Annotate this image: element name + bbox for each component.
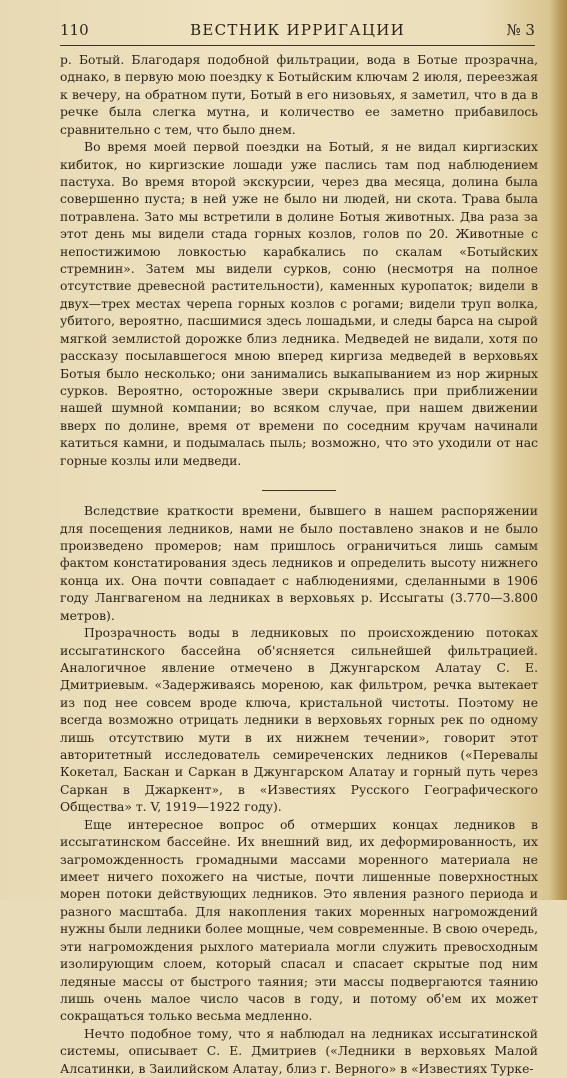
paragraph: р. Ботый. Благодаря подобной фильтрации, вода в Ботые прозрачна, однако, в первую мою поездку к Ботыйским ключам 2 июля, переезжая к вечеру, на обратном пути, Ботый в его низовьях, я заметил, что в да в речке была слегка мутна, и количество ее заметно прибавилось сравнительно с тем, что было днем. [60,53,538,137]
section-divider [262,490,336,491]
paragraph: Еще интересное вопрос об отмерших концах ледников в иссыгатинском бассейне. Их внешний вид, их деформированность, их загроможденность громадными массами моренного материала не имеет ничего похожего на чистые, почти лишенные поверхностных морен потоки действующих ледников. Это явления разного периода и разного масштаба. Для накопления таких моренных нагромождений нужны были ледники более мощные, чем современные. В свою очередь, эти нагромождения рыхлого материала могли служить превосходным изолирующим слоем, который спасал и спасает скрытые под ним ледяные массы от быстрого таяния; эти массы подвергаются таянию лишь очень малое число часов в году, и потому об'ем их может сокращаться только весьма медленно. [60,817,538,1024]
paragraph: Прозрачность воды в ледниковых по происхождению потоках иссыгатинского бассейна об'ясняется сильнейшей фильтрацией. Аналогичное явление отмечено в Джунгарском Алатау С. Е. Дмитриевым. «Задерживаясь мореною, как фильтром, речка вытекает из под нее совсем вроде ключа, кристальной чистоты. Поэтому не всегда возможно отрицать ледники в верховьях горных рек по одному лишь отсутствию мути в их нижнем течении», говорит этот авторитетный исследователь семиреченских ледников («Перевалы Кокетал, Баскан и Саркан в Джунгарском Алатау и горный путь через Саркан в Джаркент», в «Известиях Русского Географического Общества» т. V, 1919—1922 году). [60,626,538,815]
issue-number: № 3 [506,21,535,39]
article-body [60,52,538,1078]
page-header [60,18,535,46]
journal-title: ВЕСТНИК ИРРИГАЦИИ [190,21,406,39]
page-edge-shading [549,0,567,900]
paragraph: Во время моей первой поездки на Ботый, я не видал киргизских кибиток, но киргизские лошади уже паслись там под наблюдением пастуха. Во время второй экскурсии, через два месяца, долина была совершенно пуста; в ней уже не было ни людей, ни скота. Трава была потравлена. Зато мы встретили в долине Ботыя животных. Два раза за этот день мы видели стада горных козлов, голов по 20. Животные с непостижимою ловкостью карабкались по скалам «Ботыйских стремнин». Затем мы видели сурков, соню (несмотря на полное отсутствие древесной растительности), каменных куропаток; видели в двух—трех местах черепа горных козлов с рогами; видели труп волка, убитого, вероятно, пасшимися здесь лошадьми, и следы барса на сырой мягкой землистой дорожке близ ледника. Медведей не видали, хотя по рассказу посылавшегося мною вперед киргиза медведей в верховьях Ботыя было несколько; они занимались выкапыванием из нор жирных сурков. Вероятно, осторожные звери скрывались при приближении нашей шумной компании; во всяком случае, при нашем движении вверх по долине, время от времени по соседним кручам начинали катиться камни, и подымалась пыль; возможно, что это уходили от нас горные козлы или медведи. [60,140,538,468]
page-number: 110 [60,21,89,39]
paragraph: Вследствие краткости времени, бывшего в нашем распоряжении для посещения ледников, нами не было поставлено знаков и не было произведено промеров; нам пришлось ограничиться лишь самым фактом констатирования здесь ледников и определить высоту нижнего конца их. Она почти совпадает с наблюдениями, сделанными в 1906 году Лангвагеном на ледниках в верховьях р. Иссыгаты (3.770—3.800 метров). [60,504,538,623]
paragraph: Нечто подобное тому, что я наблюдал на ледниках иссыгатинской системы, описывает С. Е. Дмитриев («Ледники в верховьях Малой Алсатинки, в Заилийском Алатау, близ г. Верного» в «Известиях Турке- [60,1026,538,1076]
